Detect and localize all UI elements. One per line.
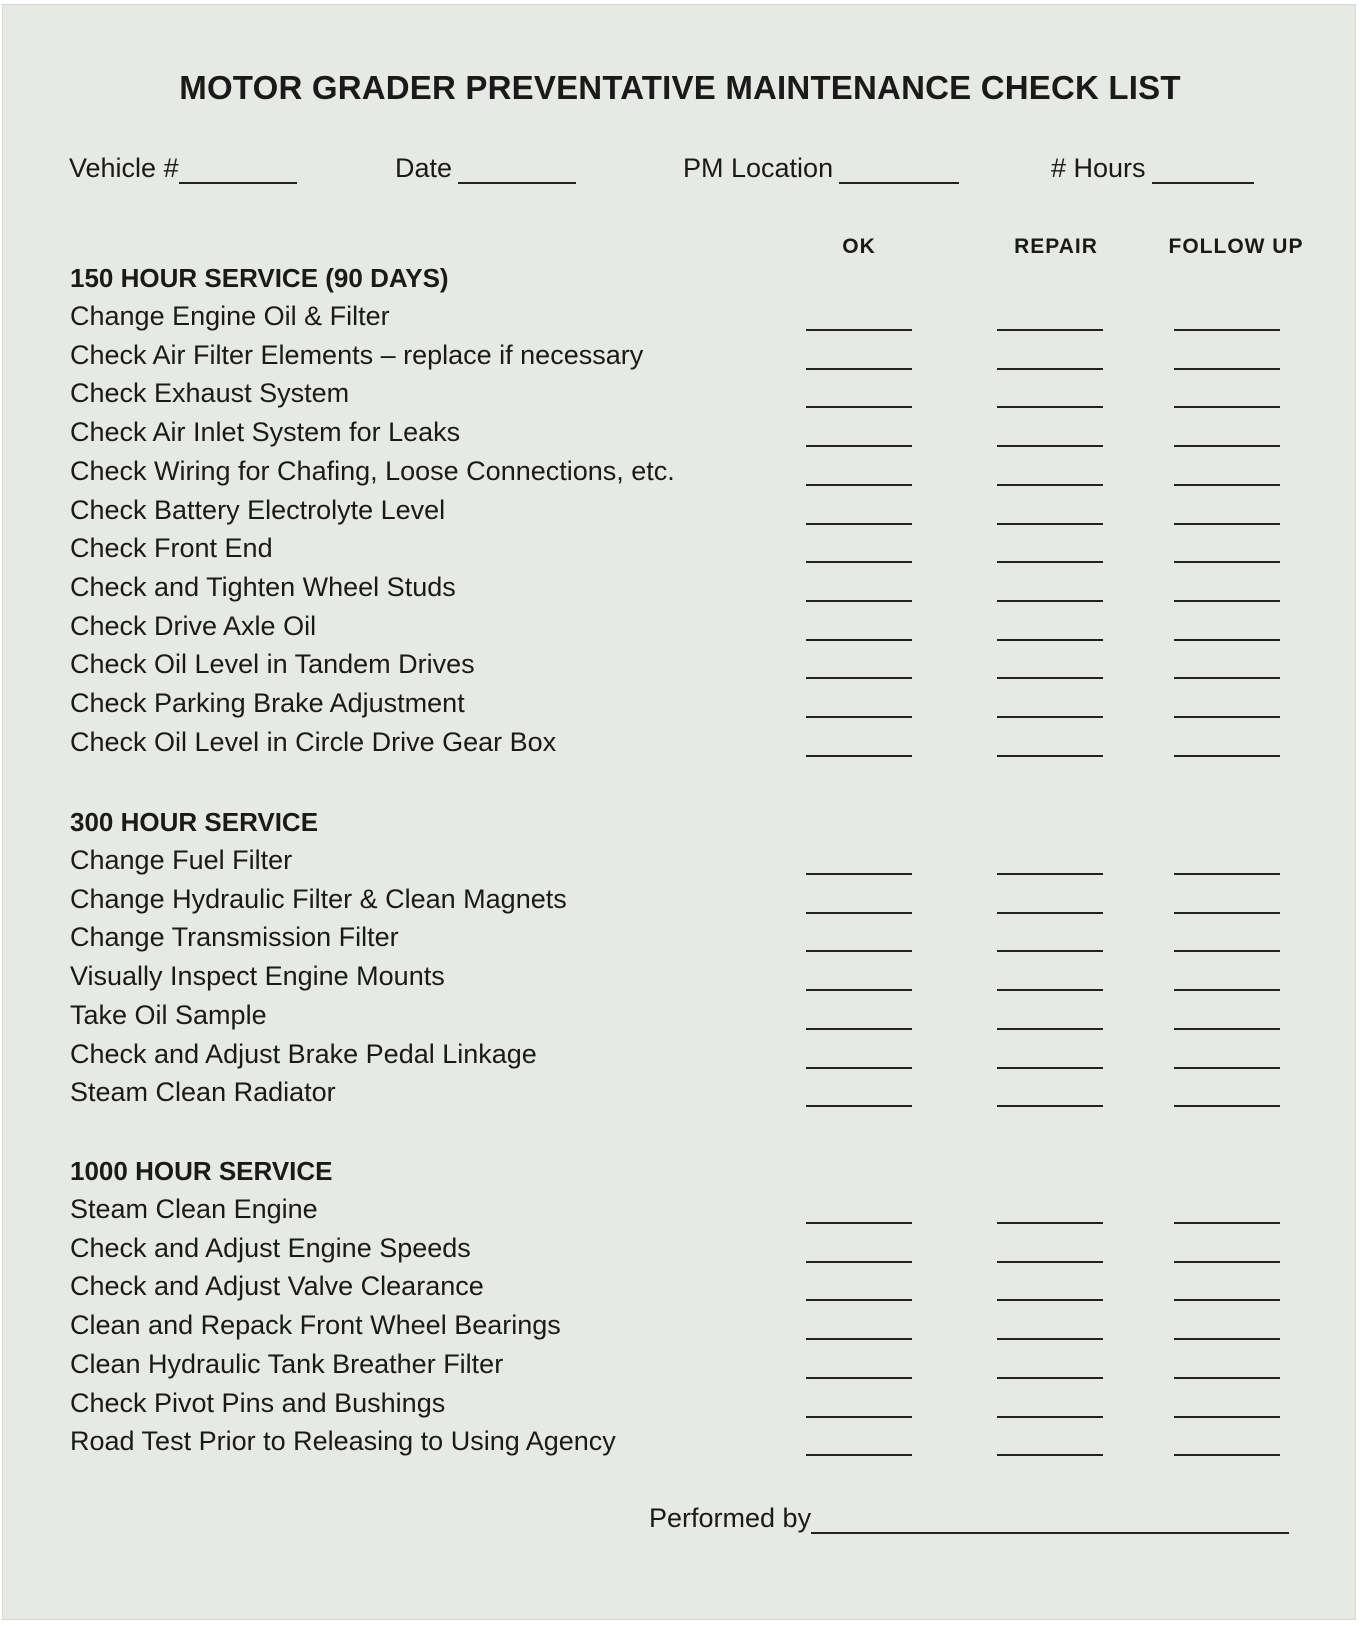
checklist-item <box>70 1310 1300 1349</box>
checklist-item-label: Change Engine Oil & Filter <box>70 301 390 331</box>
repair-check-line[interactable] <box>997 873 1103 875</box>
column-header-repair: REPAIR <box>1014 235 1098 258</box>
repair-check-line[interactable] <box>997 561 1103 563</box>
follow-up-check-line[interactable] <box>1174 1105 1280 1107</box>
follow-up-check-line[interactable] <box>1174 1416 1280 1418</box>
follow-up-check-line[interactable] <box>1174 561 1280 563</box>
follow-up-check-line[interactable] <box>1174 1338 1280 1340</box>
checklist-item-label: Road Test Prior to Releasing to Using Agency <box>70 1426 616 1457</box>
ok-check-line[interactable] <box>806 989 912 991</box>
checklist-item-label: Check Exhaust System <box>70 378 350 409</box>
checklist-item <box>70 340 1300 379</box>
follow-up-check-line[interactable] <box>1174 1028 1280 1030</box>
follow-up-check-line[interactable] <box>1174 523 1280 525</box>
follow-up-check-line[interactable] <box>1174 600 1280 602</box>
follow-up-check-line[interactable] <box>1174 368 1280 370</box>
ok-check-line[interactable] <box>806 950 912 952</box>
checklist-item-label: Check and Tighten Wheel Studs <box>70 571 456 602</box>
checklist-item-label: Check Air Filter Elements – replace if necessary <box>70 339 644 370</box>
hours-field <box>1051 153 1254 184</box>
follow-up-check-line[interactable] <box>1174 445 1280 447</box>
repair-check-line[interactable] <box>997 989 1103 991</box>
checklist-item-label: Check Wiring for Chafing, Loose Connections, etc. <box>70 455 675 486</box>
follow-up-check-line[interactable] <box>1174 873 1280 875</box>
follow-up-check-line[interactable] <box>1174 639 1280 641</box>
repair-check-line[interactable] <box>997 716 1103 718</box>
repair-check-line[interactable] <box>997 1028 1103 1030</box>
checklist-item <box>70 533 1300 572</box>
form-title: MOTOR GRADER PREVENTATIVE MAINTENANCE CHECK LIST <box>179 69 1181 106</box>
date-field <box>395 153 576 184</box>
hours-input-line[interactable] <box>1152 156 1254 184</box>
checklist-item <box>70 884 1300 923</box>
checklist-item-label: Check Front End <box>70 533 273 564</box>
repair-check-line[interactable] <box>997 484 1103 486</box>
follow-up-check-line[interactable] <box>1174 329 1280 331</box>
follow-up-check-line[interactable] <box>1174 989 1280 991</box>
checklist-item <box>70 572 1300 611</box>
hours-label: # Hours <box>1051 153 1146 183</box>
checklist-item <box>70 378 1300 417</box>
checklist-item-label: Take Oil Sample <box>70 999 267 1030</box>
performed-by-field <box>649 1503 1289 1534</box>
checklist-item-label: Steam Clean Engine <box>70 1194 318 1224</box>
repair-check-line[interactable] <box>997 1261 1103 1263</box>
checklist-item-label: Check Parking Brake Adjustment <box>70 688 465 718</box>
checklist-item <box>70 417 1300 456</box>
ok-check-line[interactable] <box>806 1338 912 1340</box>
ok-check-line[interactable] <box>806 1299 912 1301</box>
repair-check-line[interactable] <box>997 755 1103 757</box>
ok-check-line[interactable] <box>806 523 912 525</box>
checklist-item-label: Steam Clean Radiator <box>70 1077 336 1108</box>
ok-check-line[interactable] <box>806 873 912 875</box>
checklist-item-label: Change Fuel Filter <box>70 845 293 875</box>
repair-check-line[interactable] <box>997 1299 1103 1301</box>
checklist-item-label: Check Air Inlet System for Leaks <box>70 417 461 448</box>
column-header-ok: OK <box>842 235 876 258</box>
ok-check-line[interactable] <box>806 600 912 602</box>
ok-check-line[interactable] <box>806 755 912 757</box>
checklist-item <box>70 961 1300 1000</box>
checklist-item-label: Check Oil Level in Circle Drive Gear Box <box>70 726 557 757</box>
checklist-item <box>70 1388 1300 1427</box>
repair-check-line[interactable] <box>997 912 1103 914</box>
checklist-item-label: Change Hydraulic Filter & Clean Magnets <box>70 883 567 914</box>
follow-up-check-line[interactable] <box>1174 484 1280 486</box>
checklist-item <box>70 611 1300 650</box>
ok-check-line[interactable] <box>806 912 912 914</box>
date-label: Date <box>395 153 453 183</box>
repair-check-line[interactable] <box>997 1454 1103 1456</box>
ok-check-line[interactable] <box>806 1222 912 1224</box>
ok-check-line[interactable] <box>806 445 912 447</box>
section-title-1000-hour: 1000 HOUR SERVICE <box>70 1156 333 1186</box>
ok-check-line[interactable] <box>806 406 912 408</box>
section-title-150-hour: 150 HOUR SERVICE (90 DAYS) <box>70 263 449 293</box>
checklist-item-label: Check Pivot Pins and Bushings <box>70 1387 446 1418</box>
checklist-item <box>70 1271 1300 1310</box>
ok-check-line[interactable] <box>806 1454 912 1456</box>
repair-check-line[interactable] <box>997 950 1103 952</box>
checklist-item <box>70 1039 1300 1078</box>
performed-by-label: Performed by <box>649 1503 812 1533</box>
performed-by-signature-line[interactable] <box>811 1504 1289 1534</box>
ok-check-line[interactable] <box>806 1105 912 1107</box>
repair-check-line[interactable] <box>997 368 1103 370</box>
location-input-line[interactable] <box>839 156 959 184</box>
ok-check-line[interactable] <box>806 561 912 563</box>
repair-check-line[interactable] <box>997 1338 1103 1340</box>
checklist-item-label: Check Drive Axle Oil <box>70 610 317 641</box>
ok-check-line[interactable] <box>806 677 912 679</box>
ok-check-line[interactable] <box>806 639 912 641</box>
follow-up-check-line[interactable] <box>1174 716 1280 718</box>
ok-check-line[interactable] <box>806 716 912 718</box>
repair-check-line[interactable] <box>997 639 1103 641</box>
checklist-item-label: Clean and Repack Front Wheel Bearings <box>70 1310 561 1341</box>
follow-up-check-line[interactable] <box>1174 677 1280 679</box>
repair-check-line[interactable] <box>997 329 1103 331</box>
ok-check-line[interactable] <box>806 1416 912 1418</box>
checklist-item-label: Clean Hydraulic Tank Breather Filter <box>70 1348 504 1379</box>
repair-check-line[interactable] <box>997 1222 1103 1224</box>
checklist-item-label: Check and Adjust Engine Speeds <box>70 1232 471 1263</box>
ok-check-line[interactable] <box>806 368 912 370</box>
column-header-follow-up: FOLLOW UP <box>1168 235 1304 258</box>
repair-check-line[interactable] <box>997 677 1103 679</box>
checklist-item <box>70 301 1300 340</box>
checklist-item-label: Change Transmission Filter <box>70 922 399 953</box>
repair-check-line[interactable] <box>997 406 1103 408</box>
follow-up-check-line[interactable] <box>1174 406 1280 408</box>
ok-check-line[interactable] <box>806 1377 912 1379</box>
ok-check-line[interactable] <box>806 1028 912 1030</box>
repair-check-line[interactable] <box>997 523 1103 525</box>
checklist-item <box>70 1233 1300 1272</box>
ok-check-line[interactable] <box>806 1067 912 1069</box>
follow-up-check-line[interactable] <box>1174 950 1280 952</box>
follow-up-check-line[interactable] <box>1174 1454 1280 1456</box>
vehicle-label: Vehicle # <box>69 153 179 183</box>
checklist-item-label: Visually Inspect Engine Mounts <box>70 961 445 992</box>
follow-up-check-line[interactable] <box>1174 1067 1280 1069</box>
checklist-item <box>70 845 1300 884</box>
location-field <box>683 153 959 184</box>
checklist-item <box>70 649 1300 688</box>
ok-check-line[interactable] <box>806 484 912 486</box>
repair-check-line[interactable] <box>997 445 1103 447</box>
checklist-item <box>70 1194 1300 1233</box>
checklist-item <box>70 1426 1300 1465</box>
repair-check-line[interactable] <box>997 1377 1103 1379</box>
vehicle-field <box>69 153 297 184</box>
follow-up-check-line[interactable] <box>1174 1222 1280 1224</box>
section-title-300-hour: 300 HOUR SERVICE <box>70 807 319 837</box>
follow-up-check-line[interactable] <box>1174 912 1280 914</box>
vehicle-input-line[interactable] <box>179 156 297 184</box>
checklist-form <box>2 4 1356 1620</box>
repair-check-line[interactable] <box>997 600 1103 602</box>
checklist-item <box>70 727 1300 766</box>
checklist-item <box>70 456 1300 495</box>
follow-up-check-line[interactable] <box>1174 1261 1280 1263</box>
follow-up-check-line[interactable] <box>1174 1377 1280 1379</box>
repair-check-line[interactable] <box>997 1067 1103 1069</box>
checklist-item <box>70 922 1300 961</box>
follow-up-check-line[interactable] <box>1174 755 1280 757</box>
ok-check-line[interactable] <box>806 329 912 331</box>
ok-check-line[interactable] <box>806 1261 912 1263</box>
checklist-item <box>70 1000 1300 1039</box>
checklist-item-label: Check Oil Level in Tandem Drives <box>70 649 475 680</box>
repair-check-line[interactable] <box>997 1105 1103 1107</box>
checklist-item <box>70 1077 1300 1116</box>
repair-check-line[interactable] <box>997 1416 1103 1418</box>
checklist-item-label: Check Battery Electrolyte Level <box>70 494 446 525</box>
checklist-item-label: Check and Adjust Valve Clearance <box>70 1271 484 1302</box>
follow-up-check-line[interactable] <box>1174 1299 1280 1301</box>
checklist-item <box>70 495 1300 534</box>
date-input-line[interactable] <box>458 156 576 184</box>
checklist-item <box>70 688 1300 727</box>
checklist-item-label: Check and Adjust Brake Pedal Linkage <box>70 1038 537 1069</box>
checklist-item <box>70 1349 1300 1388</box>
location-label: PM Location <box>683 153 834 183</box>
